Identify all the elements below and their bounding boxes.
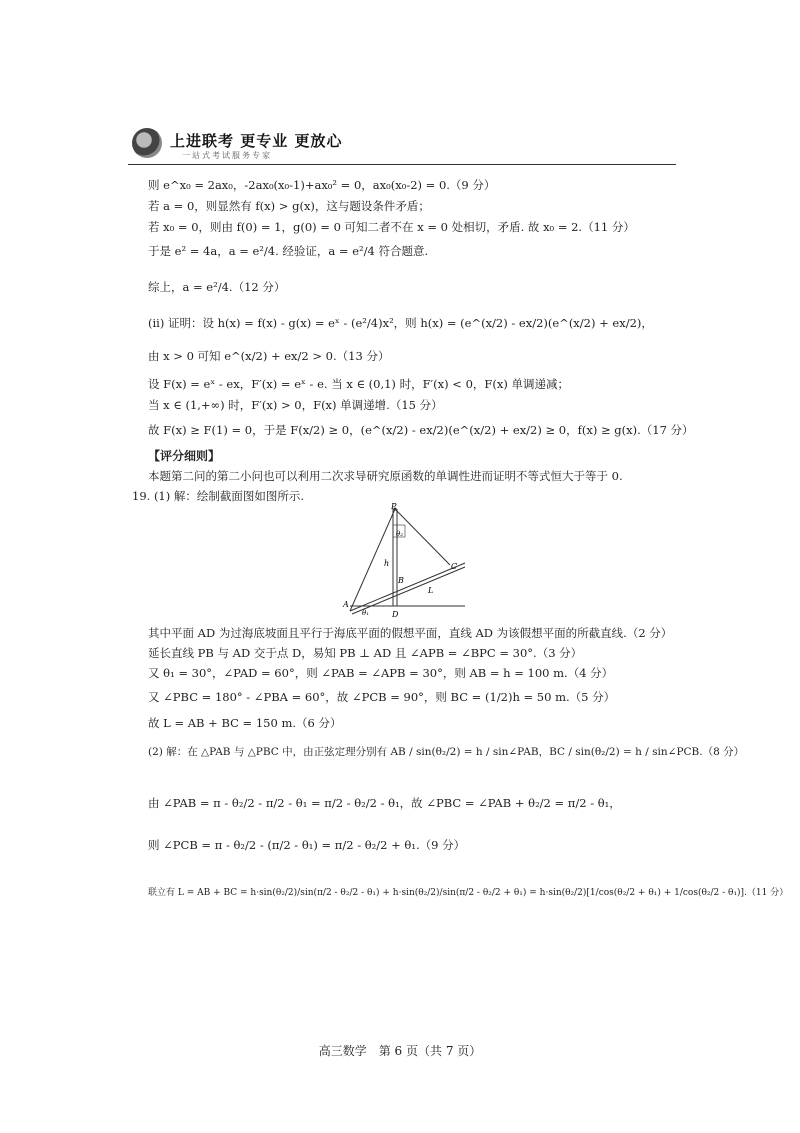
label-theta2: θ₂ [396,530,404,538]
text-line: 若 a = 0，则显然有 f(x) > g(x)，这与题设条件矛盾； [148,199,430,213]
text-line: 延长直线 PB 与 AD 交于点 D，易知 PB ⊥ AD 且 ∠APB = ∠BPC = 30°.（3 分） [148,646,583,660]
text-line: 若 x₀ = 0，则由 f(0) = 1，g(0) = 0 可知二者不在 x = 0 处相切，矛盾. 故 x₀ = 2.（11 分） [148,220,635,234]
label-h: h [384,559,390,568]
text-line: 联立有 L = AB + BC = h·sin(θ₂/2)/sin(π/2 - θ₂/2 - θ₁) + h·sin(θ₂/2)/sin(π/2 - θ₂/2 + θ₁) = h·sin(θ₂/2)[1/cos(θ₂/2 + θ₁) + 1/cos(θ₂/2 - θ₁)].（11 分） [148,888,789,898]
section-heading: 【评分细则】 [148,449,221,463]
label-L: L [428,586,434,595]
label-C: C [451,562,458,571]
slope-line [350,563,465,611]
text-line: 故 L = AB + BC = 150 m.（6 分） [148,716,342,730]
brand-slogan: 一站式考试服务专家 [182,151,272,160]
text-line: 当 x ∈ (1,+∞) 时，F′(x) > 0，F(x) 单调递增.（15 分） [148,398,443,412]
text-line: 则 e^x₀ = 2ax₀，-2ax₀(x₀-1)+ax₀² = 0，ax₀(x₀-2) = 0.（9 分） [148,178,496,192]
text-line: 由 ∠PAB = π - θ₂/2 - π/2 - θ₁ = π/2 - θ₂/2 - θ₁，故 ∠PBC = ∠PAB + θ₂/2 = π/2 - θ₁， [148,796,621,810]
label-D: D [392,610,399,619]
text-line: (2) 解：在 △PAB 与 △PBC 中，由正弦定理分别有 AB / sin(θ₂/2) = h / sin∠PAB，BC / sin(θ₂/2) = h / sin∠PCB.（8 分） [148,746,745,758]
text-line: 由 x > 0 可知 e^(x/2) + ex/2 > 0.（13 分） [148,349,390,363]
brand-title: 上进联考 更专业 更放心 [170,132,343,150]
question-heading: 19. (1) 解：绘制截面图如图所示. [132,489,305,503]
text-line: (ii) 证明：设 h(x) = f(x) - g(x) = eˣ - (e²/4)x²，则 h(x) = (e^(x/2) - ex/2)(e^(x/2) + ex/2)， [148,316,653,330]
logo-icon [132,128,162,158]
text-line: 则 ∠PCB = π - θ₂/2 - (π/2 - θ₁) = π/2 - θ₂/2 + θ₁.（9 分） [148,838,466,852]
text-line: 又 θ₁ = 30°，∠PAD = 60°，则 ∠PAB = ∠APB = 30°，则 AB = h = 100 m.（4 分） [148,666,614,680]
label-P: P [391,503,397,511]
cross-section-diagram [340,503,470,623]
text-line: 故 F(x) ≥ F(1) = 0，于是 F(x/2) ≥ 0，(e^(x/2) - ex/2)(e^(x/2) + ex/2) ≥ 0，f(x) ≥ g(x).（17 分） [148,423,694,437]
label-A: A [343,600,349,609]
page-footer: 高三数学 第 6 页（共 7 页） [318,1044,482,1058]
text-line: 本题第二问的第二小问也可以利用二次求导研究原函数的单调性进而证明不等式恒大于等于 0. [148,469,623,483]
header-rule [128,164,676,165]
label-theta1: θ₁ [362,609,370,617]
text-line: 综上，a = e²/4.（12 分） [148,280,286,294]
text-line: 于是 e² = 4a，a = e²/4. 经验证，a = e²/4 符合题意. [148,244,429,258]
text-line: 设 F(x) = eˣ - ex，F′(x) = eˣ - e. 当 x ∈ (0,1) 时，F′(x) < 0，F(x) 单调递减； [148,377,569,391]
slope-line-2 [352,567,465,614]
text-line: 其中平面 AD 为过海底坡面且平行于海底平面的假想平面，直线 AD 为该假想平面的所截直线.（2 分） [148,626,673,640]
text-line: 又 ∠PBC = 180° - ∠PBA = 60°，故 ∠PCB = 90°，则 BC = (1/2)h = 50 m.（5 分） [148,690,616,704]
label-B: B [398,576,404,585]
